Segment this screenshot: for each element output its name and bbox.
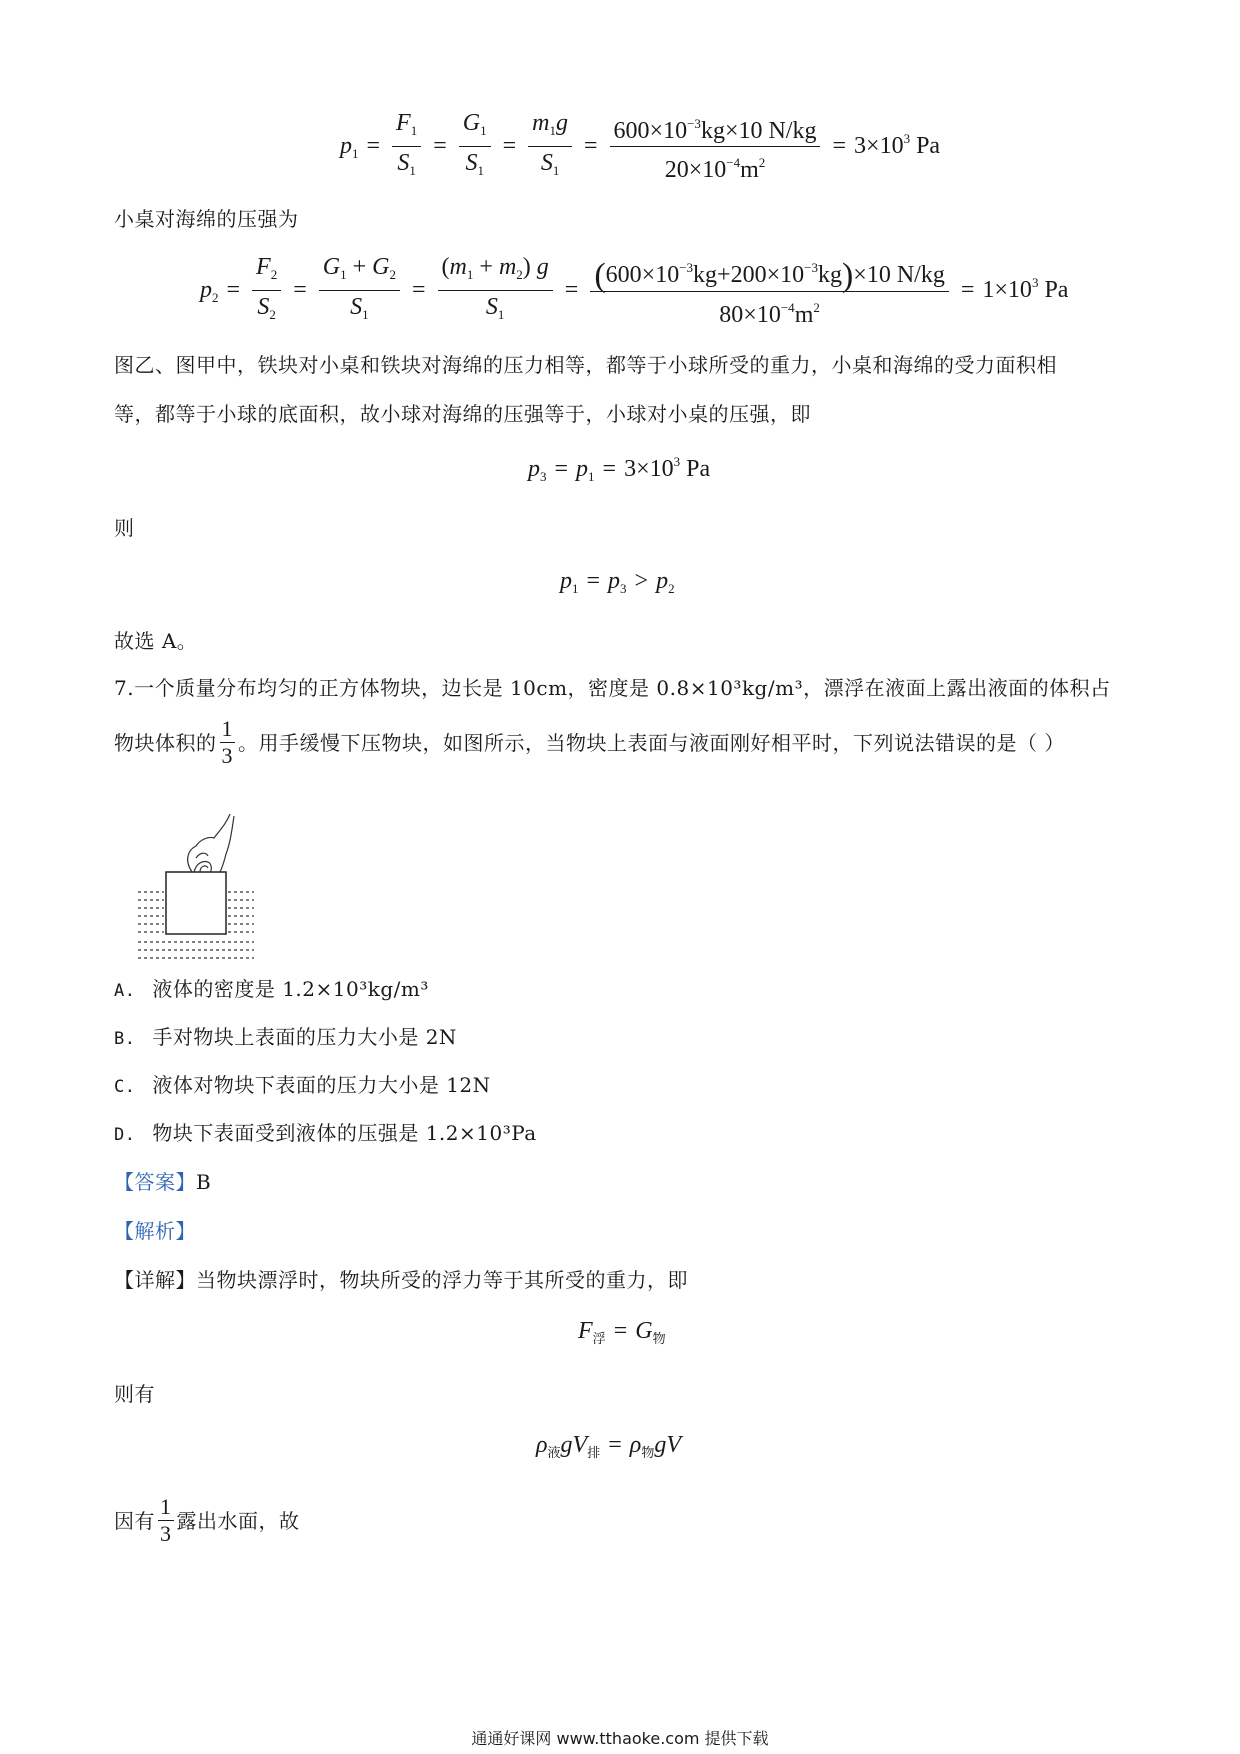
analysis-tag: 【解析】: [114, 1219, 196, 1243]
one-third-fraction-2: [158, 1494, 174, 1547]
question-7-line-2: [114, 716, 1065, 769]
option-b-text: 手对物块上表面的压力大小是 2N: [152, 1025, 457, 1049]
option-b-letter: B.: [114, 1029, 136, 1049]
answer-value: B: [196, 1170, 212, 1194]
option-a-text: 液体的密度是 1.2×10³kg/m³: [152, 977, 429, 1001]
equation-p1: $p_1$ = $\frac{F_1}{S_1}$ = $\frac{G_1}{S_1}$ = $\frac{m_1g}{S_1}$ = $\frac{600\times 10^{-3}kg\times 10 N/kg}{20\times 10^{-4}m^2}$ = $3\times 10^3$ Pa: [340, 110, 941, 183]
question-7-rest: 。用手缓慢下压物块，如图所示，当物块上表面与液面刚好相平时，下列说法错误的是（ ）: [238, 730, 1065, 755]
explain-line-2: 等，都等于小球的底面积，故小球对海绵的压强等于，小球对小桌的压强，即: [114, 402, 811, 426]
question-7-lead: 物块体积的: [114, 730, 217, 755]
equation-buoyancy: $F_浮 = G_物$: [578, 1318, 666, 1346]
equation-p3: $p_3 = p_1 = 3\times 10^3$ Pa: [528, 454, 711, 484]
question-7-line-1: 7.一个质量分布均匀的正方体物块，边长是 10cm，密度是 0.8×10³kg/m³，漂浮在液面上露出液面的体积占: [114, 676, 1111, 700]
because-line: [114, 1494, 300, 1547]
equation-compare: $p_1 = p_3 > p_2$: [560, 568, 675, 596]
detail-line: [114, 1266, 688, 1294]
option-c-text: 液体对物块下表面的压力大小是 12N: [152, 1073, 491, 1097]
hand-block-liquid-figure: [134, 800, 264, 960]
option-d-letter: D.: [114, 1125, 136, 1145]
table-pressure-intro: 小桌对海绵的压强为: [114, 207, 299, 231]
option-c-letter: C.: [114, 1077, 136, 1097]
page-footer: 通通好课网 www.tthaoke.com 提供下载: [471, 1729, 769, 1748]
one-third-fraction: [220, 716, 236, 769]
option-c: [114, 1071, 491, 1101]
choose-answer: 故选 A。: [114, 629, 198, 653]
equation-p2: $p_2$ = $\frac{F_2}{S_2}$ = $\frac{G_1 + G_2}{S_1}$ = $\frac{(m_1 + m_2) g}{S_1}$ = $\frac{(600\times 10^{-3}kg+200\times 10^{-3}kg)\times 10 N/kg}{80\times 10^{-4}m^2}$ = $1\times 10^3$ Pa: [200, 254, 1069, 328]
option-a-letter: A.: [114, 981, 136, 1001]
fraction-numerator-2: 1: [160, 1494, 172, 1519]
answer-tag: 【答案】: [114, 1170, 196, 1194]
then-have-label: 则有: [114, 1382, 155, 1406]
because-rest: 露出水面，故: [176, 1508, 300, 1533]
option-b: [114, 1023, 457, 1053]
fraction-denominator: 3: [221, 743, 233, 768]
fraction-denominator-2: 3: [160, 1521, 172, 1546]
explain-line-1: 图乙、图甲中，铁块对小桌和铁块对海绵的压力相等，都等于小球所受的重力，小桌和海绵的受力面积相: [114, 353, 1057, 377]
option-a: [114, 975, 429, 1005]
option-d-text: 物块下表面受到液体的压强是 1.2×10³Pa: [152, 1121, 537, 1145]
detail-text: 当物块漂浮时，物块所受的浮力等于其所受的重力，即: [196, 1268, 688, 1292]
detail-tag: 【详解】: [114, 1268, 196, 1292]
equation-density: $\rho_液gV_排 = \rho_物gV$: [536, 1432, 681, 1460]
then-label: 则: [114, 516, 135, 540]
answer-line: [114, 1168, 211, 1196]
fraction-numerator: 1: [221, 716, 233, 741]
because-lead: 因有: [114, 1508, 155, 1533]
option-d: [114, 1119, 537, 1149]
